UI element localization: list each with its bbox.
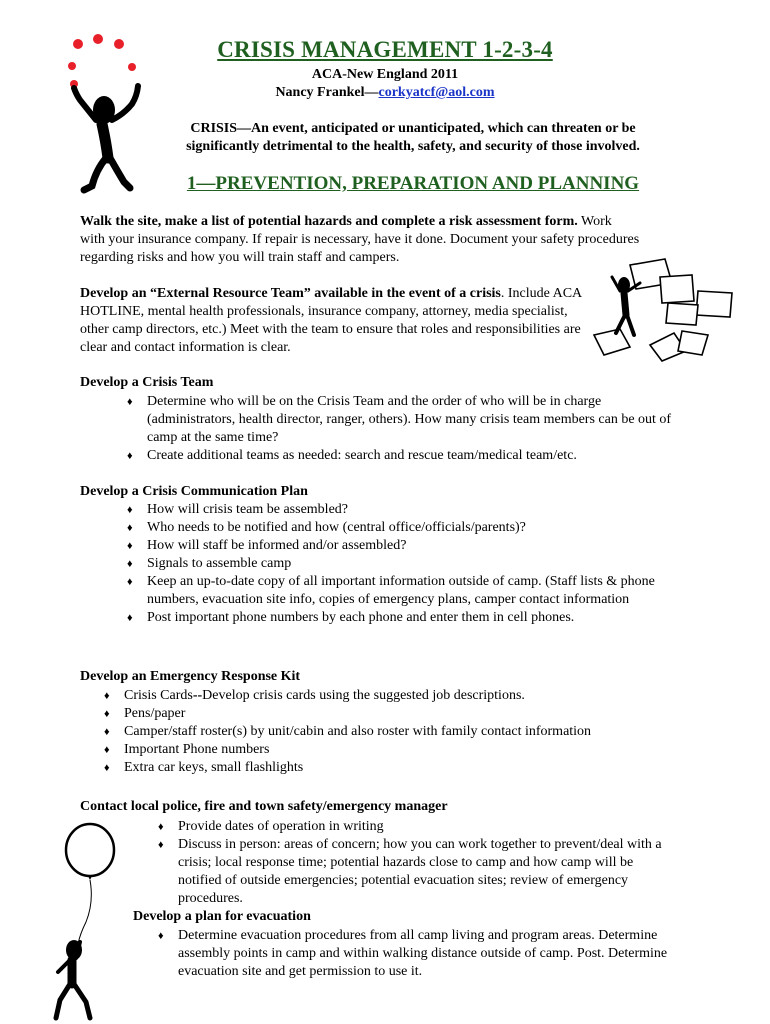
- balloon-illustration: [50, 822, 130, 1022]
- communication-plan-list: [124, 501, 664, 627]
- diamond-bullet-icon: ♦: [127, 504, 133, 516]
- communication-plan-heading: Develop a Crisis Communication Plan: [80, 484, 308, 499]
- crisis-team-list: [124, 393, 684, 465]
- list-item: ♦ How will staff be informed and/or assembled?: [127, 538, 407, 553]
- diamond-bullet-icon: ♦: [127, 396, 133, 408]
- papers-icon: [594, 259, 732, 361]
- list-item: ♦ Crisis Cards--Develop crisis cards using the suggested job descriptions.: [104, 688, 525, 703]
- contact-authorities-list: [155, 818, 675, 908]
- diamond-bullet-icon: ♦: [104, 708, 110, 720]
- external-team-paragraph: [80, 285, 590, 357]
- section-title-prevention: 1—PREVENTION, PREPARATION AND PLANNING: [186, 173, 640, 194]
- list-item: ♦ Signals to assemble camp: [127, 556, 292, 571]
- diamond-bullet-icon: ♦: [127, 612, 133, 624]
- stick-figure-icon: [74, 86, 138, 190]
- author-name: Nancy Frankel—: [275, 85, 379, 100]
- list-item: ♦ How will crisis team be assembled?: [127, 502, 349, 517]
- list-item: ♦ Who needs to be notified and how (central office/officials/parents)?: [127, 520, 526, 535]
- author-email-link[interactable]: corkyatcf@aol.com: [378, 85, 495, 100]
- list-item: ♦ Determine who will be on the Crisis Team and the order of who will be in charge (administrators, health director, ranger, others). How many crisis team members can be out of camp at the same time?: [127, 394, 672, 445]
- evacuation-plan-heading: Develop a plan for evacuation: [133, 909, 311, 924]
- juggling-balls-icon: [68, 34, 136, 88]
- stick-figure-icon: [612, 277, 640, 335]
- list-item: ♦ Create additional teams as needed: search and rescue team/medical team/etc.: [127, 448, 577, 463]
- diamond-bullet-icon: ♦: [104, 744, 110, 756]
- emergency-kit-heading: Develop an Emergency Response Kit: [80, 669, 301, 684]
- list-item: ♦ Determine evacuation procedures from all camp living and program areas. Determine assembly points in camp and within walking distance outside of camp. Post. Determine evacuation site and get permission to use it.: [158, 928, 668, 979]
- list-item: ♦ Keep an up-to-date copy of all important information outside of camp. (Staff lists & phone numbers, evacuation site info, copies of emergency plans, camper contact information: [127, 574, 655, 607]
- crisis-definition: CRISIS—An event, anticipated or unanticipated, which can threaten or be significantly detrimental to the health, safety, and security of those involved.: [186, 121, 640, 154]
- walk-the-site-lead: Walk the site, make a list of potential hazards and complete a risk assessment form.: [80, 214, 578, 229]
- diamond-bullet-icon: ♦: [158, 839, 164, 851]
- contact-authorities-heading: Contact local police, fire and town safety/emergency manager: [80, 799, 448, 814]
- list-item: ♦ Pens/paper: [104, 706, 186, 721]
- list-item: ♦ Provide dates of operation in writing: [158, 819, 384, 834]
- diamond-bullet-icon: ♦: [127, 522, 133, 534]
- diamond-bullet-icon: ♦: [127, 450, 133, 462]
- external-team-text: . Include ACA HOTLINE, mental health professionals, insurance company, attorney, media specialist, other camp directors, etc.) Meet with the team to ensure that roles and responsibilities are clear and contact information is clear.: [80, 286, 582, 355]
- diamond-bullet-icon: ♦: [127, 576, 133, 588]
- papers-illustration: [590, 255, 740, 370]
- list-item: ♦ Discuss in person: areas of concern; how you can work together to prevent/deal with a crisis; local response time; potential hazards close to camp and how camp will be notified of outside emergencies; potential evacuation sites; review of emergency procedures.: [158, 837, 662, 906]
- balloon-icon: [66, 824, 114, 944]
- crisis-team-heading: Develop a Crisis Team: [80, 375, 214, 390]
- diamond-bullet-icon: ♦: [104, 690, 110, 702]
- list-item: ♦ Camper/staff roster(s) by unit/cabin and also roster with family contact information: [104, 724, 592, 739]
- evacuation-plan-list: [155, 927, 685, 981]
- diamond-bullet-icon: ♦: [104, 762, 110, 774]
- list-item: ♦ Post important phone numbers by each phone and enter them in cell phones.: [127, 610, 575, 625]
- walk-the-site-text: Work with your insurance company. If repair is necessary, have it done. Document your safety procedures regarding risks and how you will train staff and campers.: [80, 214, 640, 265]
- list-item: ♦ Important Phone numbers: [104, 742, 270, 757]
- emergency-kit-list: [101, 687, 661, 777]
- diamond-bullet-icon: ♦: [127, 558, 133, 570]
- diamond-bullet-icon: ♦: [158, 821, 164, 833]
- diamond-bullet-icon: ♦: [158, 930, 164, 942]
- list-item: ♦ Extra car keys, small flashlights: [104, 760, 304, 775]
- diamond-bullet-icon: ♦: [104, 726, 110, 738]
- diamond-bullet-icon: ♦: [127, 540, 133, 552]
- walk-the-site-paragraph: [80, 213, 640, 267]
- document-title: CRISIS MANAGEMENT 1-2-3-4: [217, 37, 553, 62]
- juggler-illustration: [62, 30, 162, 195]
- external-team-lead: Develop an “External Resource Team” available in the event of a crisis: [80, 286, 501, 301]
- subtitle: ACA-New England 2011: [311, 67, 459, 82]
- stick-figure-icon: [56, 940, 90, 1018]
